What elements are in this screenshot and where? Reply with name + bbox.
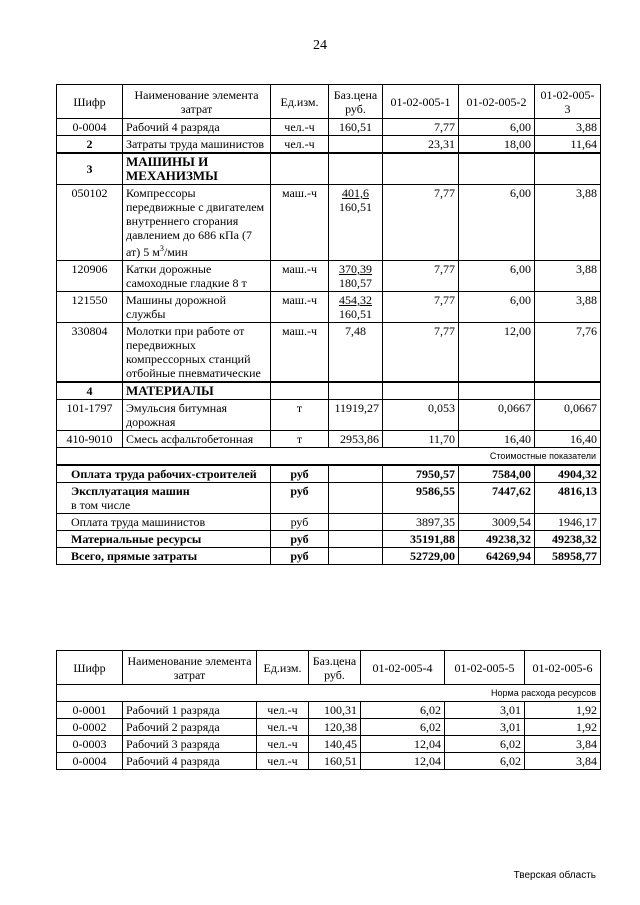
cell-unit: чел.-ч: [257, 702, 309, 719]
header-price: Баз.цена руб.: [309, 651, 361, 685]
summary-unit: руб: [271, 483, 329, 514]
summary-v3: 4816,13: [535, 483, 601, 514]
cell-price: 2953,86: [329, 431, 383, 448]
summary-label: Эксплуатация машин в том числе: [57, 483, 271, 514]
summary-v1: 3897,35: [383, 514, 459, 531]
cell-code: 101-1797: [57, 400, 123, 431]
cell-name: Рабочий 4 разряда: [123, 119, 271, 136]
norm-caption: Норма расхода ресурсов: [57, 685, 601, 702]
summary-label: Оплата труда рабочих-строителей: [57, 465, 271, 483]
cell-v1: 6,02: [361, 719, 445, 736]
summary-v3: 58958,77: [535, 548, 601, 565]
cell-v3: 3,88: [535, 119, 601, 136]
cell-code: 121550: [57, 292, 123, 323]
table-row: [57, 323, 601, 383]
cell-v2: 16,40: [459, 431, 535, 448]
resource-table-2: [56, 650, 601, 770]
cell-v2: 3,01: [445, 702, 525, 719]
cell-v1: 12,04: [361, 753, 445, 770]
page-number: 24: [313, 38, 327, 53]
cell-v2: 6,00: [459, 119, 535, 136]
cell-code: 0-0004: [57, 753, 123, 770]
cell-v1: 7,77: [383, 185, 459, 261]
table-row: [57, 185, 601, 261]
header-col2: 01-02-005-2: [459, 85, 535, 119]
cell-name: Рабочий 2 разряда: [123, 719, 257, 736]
cell-unit: чел.-ч: [257, 736, 309, 753]
cell-price: 160,51: [309, 753, 361, 770]
cell-v2: 6,00: [459, 261, 535, 292]
cell-code: 050102: [57, 185, 123, 261]
table-row: [57, 292, 601, 323]
cell-price: 401,6 160,51: [329, 185, 383, 261]
cell-code: 410-9010: [57, 431, 123, 448]
summary-row: [57, 548, 601, 565]
table-row: [57, 400, 601, 431]
cell-name: Катки дорожные самоходные гладкие 8 т: [123, 261, 271, 292]
header-col1: 01-02-005-1: [383, 85, 459, 119]
header-name: Наименование элемента затрат: [123, 85, 271, 119]
header-col3: 01-02-005-6: [525, 651, 601, 685]
summary-unit: руб: [271, 531, 329, 548]
summary-row: [57, 514, 601, 531]
norm-caption-row: [57, 685, 601, 702]
cell-unit: маш.-ч: [271, 185, 329, 261]
table-row: [57, 136, 601, 154]
cost-caption: Стоимостные показатели: [57, 448, 601, 466]
table-row: [57, 431, 601, 448]
cell-name: Рабочий 1 разряда: [123, 702, 257, 719]
summary-label: Всего, прямые затраты: [57, 548, 271, 565]
cell-v1: 7,77: [383, 261, 459, 292]
header-price: Баз.цена руб.: [329, 85, 383, 119]
cell-code: 0-0002: [57, 719, 123, 736]
cell-v2: 6,02: [445, 736, 525, 753]
cell-price: 454,32 160,51: [329, 292, 383, 323]
cell-v1: 11,70: [383, 431, 459, 448]
header-col1: 01-02-005-4: [361, 651, 445, 685]
header-name: Наименование элемента затрат: [123, 651, 257, 685]
summary-label: Оплата труда машинистов: [57, 514, 271, 531]
cell-v3: 0,0667: [535, 400, 601, 431]
table-row: [57, 119, 601, 136]
cell-v1: 7,77: [383, 292, 459, 323]
table-row: [57, 736, 601, 753]
cell-unit: маш.-ч: [271, 261, 329, 292]
cell-name: Компрессоры передвижные с двигателем внутреннего сгорания давлением до 686 кПа (7 ат) 5 $м^3$/мин: [123, 185, 271, 261]
cell-unit: т: [271, 400, 329, 431]
cell-price: 120,38: [309, 719, 361, 736]
summary-v2: 7584,00: [459, 465, 535, 483]
cell-price: 100,31: [309, 702, 361, 719]
cell-name: Рабочий 3 разряда: [123, 736, 257, 753]
cell-v2: 12,00: [459, 323, 535, 383]
cell-price: 160,51: [329, 119, 383, 136]
cell-v1: 12,04: [361, 736, 445, 753]
cell-unit: т: [271, 431, 329, 448]
cell-v3: 3,88: [535, 292, 601, 323]
table-row: [57, 719, 601, 736]
cell-code: 4: [57, 382, 123, 400]
cell-code: 120906: [57, 261, 123, 292]
cell-code: 2: [57, 136, 123, 154]
cell-name: Эмульсия битумная дорожная: [123, 400, 271, 431]
cell-price: [329, 136, 383, 154]
cell-code: 0-0003: [57, 736, 123, 753]
summary-v3: 1946,17: [535, 514, 601, 531]
cell-v3: 1,92: [525, 702, 601, 719]
summary-v2: 3009,54: [459, 514, 535, 531]
cell-price: 370,39 180,57: [329, 261, 383, 292]
summary-row: [57, 531, 601, 548]
cell-v3: 1,92: [525, 719, 601, 736]
cell-price: 11919,27: [329, 400, 383, 431]
cell-code: 3: [57, 153, 123, 185]
cell-v3: 16,40: [535, 431, 601, 448]
summary-v1: 35191,88: [383, 531, 459, 548]
cell-v2: 6,00: [459, 185, 535, 261]
cell-v3: 3,88: [535, 185, 601, 261]
cell-v3: 7,76: [535, 323, 601, 383]
cell-v3: 11,64: [535, 136, 601, 154]
summary-row: [57, 465, 601, 483]
cell-unit: чел.-ч: [257, 719, 309, 736]
cell-v3: 3,88: [535, 261, 601, 292]
table-header-row: [57, 651, 601, 685]
header-code: Шифр: [57, 85, 123, 119]
table-row: [57, 261, 601, 292]
header-unit: Ед.изм.: [257, 651, 309, 685]
cell-v3: 3,84: [525, 753, 601, 770]
table-row: [57, 702, 601, 719]
summary-v1: 9586,55: [383, 483, 459, 514]
cell-unit: маш.-ч: [271, 323, 329, 383]
section-title: МАШИНЫ И МЕХАНИЗМЫ: [123, 153, 271, 185]
summary-v3: 49238,32: [535, 531, 601, 548]
summary-row: [57, 483, 601, 514]
summary-v2: 64269,94: [459, 548, 535, 565]
cell-unit: маш.-ч: [271, 292, 329, 323]
cell-v2: 3,01: [445, 719, 525, 736]
cell-name: Смесь асфальтобетонная: [123, 431, 271, 448]
cost-caption-row: [57, 448, 601, 466]
region-footer: Тверская область: [513, 870, 596, 881]
summary-v2: 7447,62: [459, 483, 535, 514]
cell-code: 330804: [57, 323, 123, 383]
header-col2: 01-02-005-5: [445, 651, 525, 685]
cell-v1: 7,77: [383, 119, 459, 136]
header-unit: Ед.изм.: [271, 85, 329, 119]
resource-table-1: [56, 84, 601, 565]
header-col3: 01-02-005-3: [535, 85, 601, 119]
header-code: Шифр: [57, 651, 123, 685]
cell-name: Рабочий 4 разряда: [123, 753, 257, 770]
cell-code: 0-0004: [57, 119, 123, 136]
section-header-materials: [57, 382, 601, 400]
cell-name: Затраты труда машинистов: [123, 136, 271, 154]
table-header-row: [57, 85, 601, 119]
cell-unit: чел.-ч: [271, 119, 329, 136]
cell-code: 0-0001: [57, 702, 123, 719]
cell-price: 140,45: [309, 736, 361, 753]
cell-v1: 6,02: [361, 702, 445, 719]
cell-v1: 7,77: [383, 323, 459, 383]
summary-v1: 7950,57: [383, 465, 459, 483]
cell-name: Машины дорожной службы: [123, 292, 271, 323]
table-row: [57, 753, 601, 770]
cell-v2: 6,00: [459, 292, 535, 323]
cell-v2: 0,0667: [459, 400, 535, 431]
section-title: МАТЕРИАЛЫ: [123, 382, 271, 400]
summary-v1: 52729,00: [383, 548, 459, 565]
summary-v3: 4904,32: [535, 465, 601, 483]
section-header-machines: [57, 153, 601, 185]
cell-v2: 6,02: [445, 753, 525, 770]
cell-v3: 3,84: [525, 736, 601, 753]
summary-v2: 49238,32: [459, 531, 535, 548]
cell-unit: чел.-ч: [257, 753, 309, 770]
cell-v1: 0,053: [383, 400, 459, 431]
summary-unit: руб: [271, 514, 329, 531]
summary-unit: руб: [271, 465, 329, 483]
summary-unit: руб: [271, 548, 329, 565]
cell-v1: 23,31: [383, 136, 459, 154]
cell-price: 7,48: [329, 323, 383, 383]
cell-unit: чел.-ч: [271, 136, 329, 154]
cell-v2: 18,00: [459, 136, 535, 154]
cell-name: Молотки при работе от передвижных компрессорных станций отбойные пневматические: [123, 323, 271, 383]
summary-label: Материальные ресурсы: [57, 531, 271, 548]
